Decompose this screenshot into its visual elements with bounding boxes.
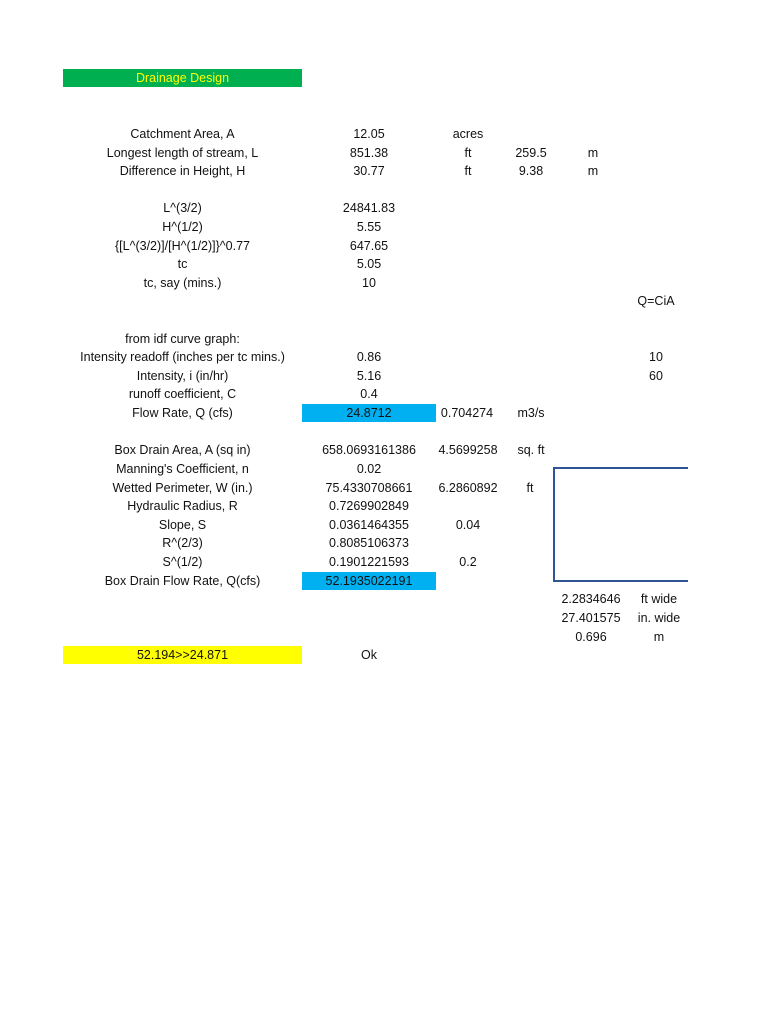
catchment-label[interactable]: Catchment Area, A (130, 127, 235, 141)
runoff-label[interactable]: runoff coefficient, C (128, 387, 237, 401)
s12-alt-value[interactable]: 0.2 (459, 555, 477, 569)
height-unit[interactable]: ft (464, 164, 472, 178)
length-metric-value[interactable]: 259.5 (515, 146, 547, 160)
height-label[interactable]: Difference in Height, H (119, 164, 246, 178)
width-m-value[interactable]: 0.696 (575, 630, 607, 644)
runoff-value[interactable]: 0.4 (360, 387, 378, 401)
width-in-unit[interactable]: in. wide (637, 611, 681, 625)
width-ft-unit[interactable]: ft wide (640, 592, 678, 606)
formula-cell[interactable]: Q=CiA (637, 294, 675, 308)
flow-metric-unit[interactable]: m3/s (517, 406, 545, 420)
l32-value[interactable]: 24841.83 (342, 201, 396, 215)
height-value[interactable]: 30.77 (353, 164, 385, 178)
tc-label[interactable]: tc (177, 257, 188, 271)
check-comparison[interactable]: 52.194>>24.871 (63, 646, 302, 664)
length-label[interactable]: Longest length of stream, L (106, 146, 259, 160)
s12-label[interactable]: S^(1/2) (162, 555, 203, 569)
tc-value[interactable]: 5.05 (356, 257, 382, 271)
width-in-value[interactable]: 27.401575 (561, 611, 621, 625)
area-value[interactable]: 658.0693161386 (322, 443, 416, 457)
intensity-label[interactable]: Intensity, i (in/hr) (136, 369, 229, 383)
box-drain-outline (554, 468, 688, 581)
r23-value[interactable]: 0.8085106373 (329, 536, 409, 550)
perimeter-value[interactable]: 75.4330708661 (325, 481, 413, 495)
flow-label[interactable]: Flow Rate, Q (cfs) (132, 406, 233, 420)
s12-value[interactable]: 0.1901221593 (329, 555, 409, 569)
perimeter-alt-value[interactable]: 6.2860892 (438, 481, 498, 495)
sheet-title[interactable]: Drainage Design (63, 69, 302, 87)
intensity-side-value[interactable]: 60 (649, 369, 663, 383)
l32-label[interactable]: L^(3/2) (163, 201, 202, 215)
box-flow-label[interactable]: Box Drain Flow Rate, Q(cfs) (104, 574, 261, 588)
flow-value[interactable]: 24.8712 (302, 404, 436, 422)
r23-label[interactable]: R^(2/3) (162, 536, 203, 550)
width-ft-value[interactable]: 2.2834646 (561, 592, 621, 606)
box-flow-value[interactable]: 52.1935022191 (302, 572, 436, 590)
h12-value[interactable]: 5.55 (356, 220, 382, 234)
manning-value[interactable]: 0.02 (356, 462, 382, 476)
length-unit[interactable]: ft (464, 146, 472, 160)
tc-say-label[interactable]: tc, say (mins.) (143, 276, 222, 290)
length-value[interactable]: 851.38 (349, 146, 389, 160)
flow-metric-value[interactable]: 0.704274 (440, 406, 494, 420)
slope-alt-value[interactable]: 0.04 (455, 518, 481, 532)
slope-label[interactable]: Slope, S (158, 518, 207, 532)
readoff-value[interactable]: 0.86 (356, 350, 382, 364)
readoff-side-value[interactable]: 10 (649, 350, 663, 364)
radius-value[interactable]: 0.7269902849 (329, 499, 409, 513)
tc-say-value[interactable]: 10 (362, 276, 376, 290)
width-m-unit[interactable]: m (653, 630, 665, 644)
radius-label[interactable]: Hydraulic Radius, R (127, 499, 238, 513)
readoff-label[interactable]: Intensity readoff (inches per tc mins.) (80, 350, 285, 364)
h12-label[interactable]: H^(1/2) (162, 220, 203, 234)
check-result[interactable]: Ok (361, 648, 377, 662)
idf-heading[interactable]: from idf curve graph: (125, 332, 240, 346)
catchment-unit[interactable]: acres (452, 127, 484, 141)
catchment-value[interactable]: 12.05 (353, 127, 385, 141)
height-metric-value[interactable]: 9.38 (518, 164, 544, 178)
height-metric-unit[interactable]: m (587, 164, 599, 178)
length-metric-unit[interactable]: m (587, 146, 599, 160)
area-label[interactable]: Box Drain Area, A (sq in) (114, 443, 251, 457)
area-alt-unit[interactable]: sq. ft (517, 443, 545, 457)
slope-value[interactable]: 0.0361464355 (329, 518, 409, 532)
ratio-label[interactable]: {[L^(3/2)]/[H^(1/2)]}^0.77 (114, 239, 251, 253)
perimeter-alt-unit[interactable]: ft (526, 481, 534, 495)
ratio-value[interactable]: 647.65 (349, 239, 389, 253)
perimeter-label[interactable]: Wetted Perimeter, W (in.) (112, 481, 253, 495)
intensity-value[interactable]: 5.16 (356, 369, 382, 383)
manning-label[interactable]: Manning's Coefficient, n (116, 462, 249, 476)
area-alt-value[interactable]: 4.5699258 (438, 443, 498, 457)
